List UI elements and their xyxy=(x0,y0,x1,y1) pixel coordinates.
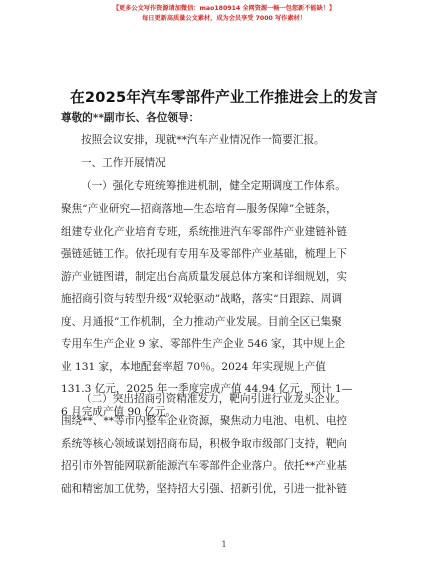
banner-line-1: 【更多公文写作资源请加微信：mao180914 全网资源一畅一包您新不能缺！】 xyxy=(112,5,336,12)
section1-line: 度、月通报”工作机制，全力推动产业发展。目前全区已集聚 xyxy=(61,315,342,328)
section2-line: 招引市外智能网联新能源汽车零部件企业落户。依托**产业基 xyxy=(61,460,348,472)
banner-line-2: 每日更新高质量公文素材，成为会员享受 7000 写作素材！ xyxy=(142,15,306,22)
section1-line: 131.3 亿元，2025 年一季度完成产值 44.94 亿元，预计 1— xyxy=(61,383,353,395)
section1-line: 强链延链工作。依托现有专用车及零部件产业基础，梳理上下 xyxy=(61,248,348,260)
page-number: 1 xyxy=(221,540,227,549)
section2-body xyxy=(61,410,407,500)
section1-line: 专用车生产企业 9 家、零部件生产企业 546 家，其中规上企 xyxy=(61,338,346,350)
section1-line: 6 月完成产值 90 亿元。 xyxy=(61,405,177,418)
section1-line: 组建专业化产业培育专班，系统推进汽车零部件产业建链补链 xyxy=(61,225,348,238)
intro-paragraph: 按照会议安排，现就**汽车产业情况作一简要汇报。 xyxy=(81,134,325,146)
section2-line: 础和精密加工优势，坚持招大引强、招新引优，引进一批补链 xyxy=(61,482,348,495)
section2-lead: （二）突出招商引资精准发力，靶向引进行业龙头企业。 xyxy=(81,393,346,405)
document-title: 在2025年汽车零部件产业工作推进会上的发言 xyxy=(70,89,378,106)
section2-line: 围绕**、**等市内整车企业资源，聚焦动力电池、电机、电控 xyxy=(61,415,348,427)
section1-line: 业 131 家，本地配套率超 70％。2024 年实现规上产值 xyxy=(61,360,326,373)
promo-banner xyxy=(0,4,448,24)
salutation: 尊敬的**副市长、各位领导： xyxy=(61,112,200,124)
section1-line: 施招商引资与转型升级“双轮驱动”战略，落实“日跟踪、周调 xyxy=(61,293,343,305)
heading-work-status: 一、工作开展情况 xyxy=(81,157,166,169)
section1-line: 聚焦“产业研究—招商落地—生态培育—服务保障”全链条， xyxy=(61,203,337,215)
section1-lead: （一）强化专班统筹推进机制，健全定期调度工作体系。 xyxy=(81,180,346,192)
section2-line: 系统等核心领域谋划招商布局，积极争取市级部门支持，靶向 xyxy=(61,437,348,450)
section1-line: 游产业链图谱，制定出台高质量发展总体方案和详细规划，实 xyxy=(61,270,348,283)
